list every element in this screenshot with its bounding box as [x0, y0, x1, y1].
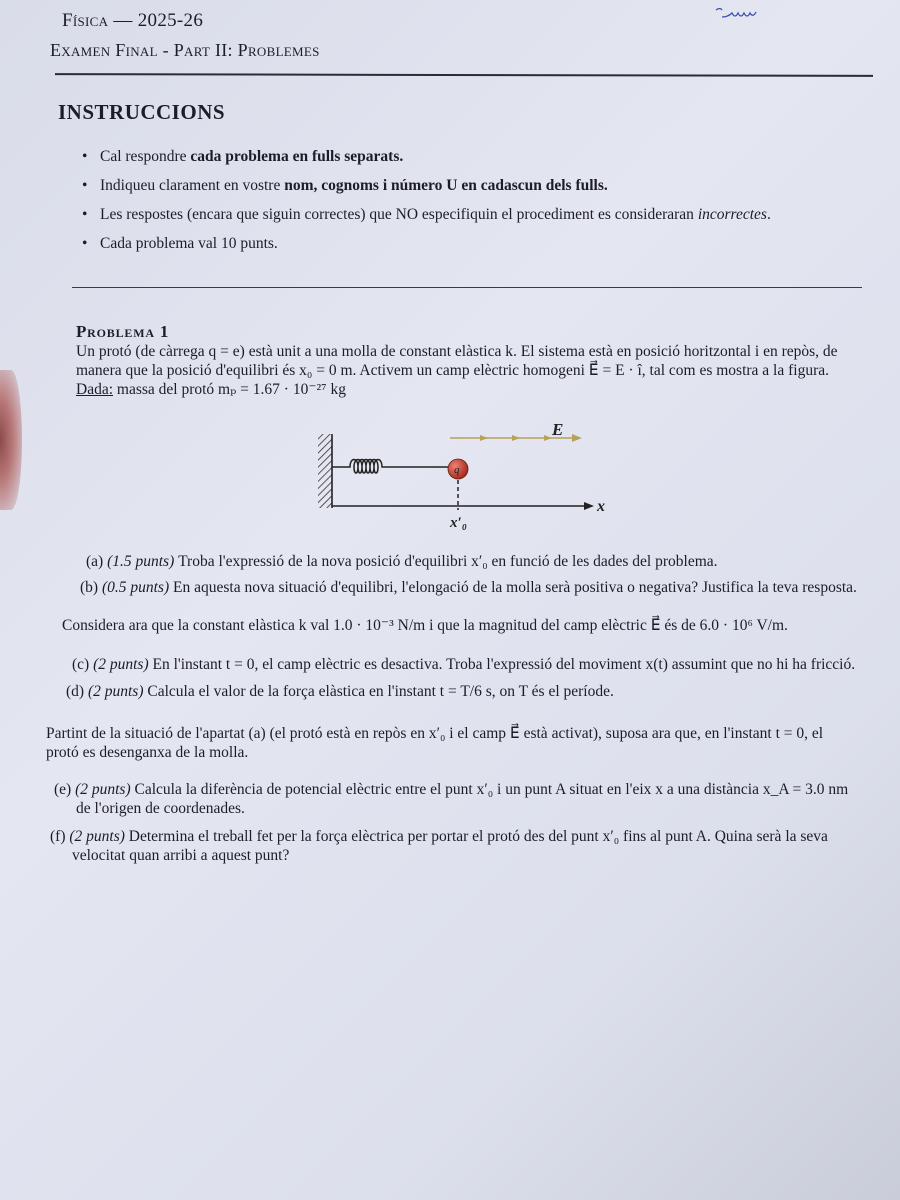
part-points: (2 punts) [69, 828, 125, 845]
handwritten-signature [712, 4, 772, 26]
part-points: (1.5 punts) [107, 553, 175, 570]
instruction-item: • Cada problema val 10 punts. [82, 235, 862, 253]
finger-shadow [0, 370, 22, 510]
partint-line: protó es desenganxa de la molla. [46, 744, 249, 761]
spring [332, 460, 448, 474]
exam-header: Examen Final - Part II: Problemes [50, 40, 320, 60]
charge-label: q [454, 464, 460, 476]
part-points: (2 punts) [75, 781, 131, 798]
part-label: (a) [86, 553, 104, 570]
part-text: Troba l'expressió de la nova posició d'equilibri x′₀ en funció de les dades del problema. [178, 553, 718, 570]
part-text: En l'instant t = 0, el camp elèctric es desactiva. Troba l'expressió del moviment x(t) assumint que no hi ha fricció. [152, 656, 856, 673]
part-f [50, 827, 890, 865]
problem-statement [76, 342, 866, 399]
part-points: (0.5 punts) [101, 579, 170, 596]
given-data-label: Dada: [76, 381, 114, 398]
instructions-title: INSTRUCCIONS [58, 100, 226, 124]
instruction-item: • Les respostes (encara que siguin correctes) que NO especifiquin el procediment es consideraran incorrectes. [82, 206, 862, 224]
part-points: (2 punts) [87, 683, 144, 700]
part-e [54, 780, 884, 818]
part-text: Determina el treball fet per la força elèctrica per portar el protó des del punt x′₀ fins al punt A. Quina serà la seva [128, 828, 828, 845]
field-label: E [552, 420, 564, 439]
part-a [86, 552, 718, 571]
part-c [72, 655, 855, 674]
spring-figure [300, 414, 620, 544]
partint-text [46, 724, 886, 762]
statement-line: Un protó (de càrrega q = e) està unit a una molla de constant elàstica k. El sistema està en posició horitzontal i en repòs, de [76, 343, 838, 360]
header-divider [55, 73, 873, 76]
part-text-cont: velocitat quan arribi a aquest punt? [72, 847, 290, 864]
partint-line: Partint de la situació de l'apartat (a) (el protó està en repòs en x′₀ i el camp E⃗ està activat), suposa ara que, en l'instant t = 0, el [46, 725, 824, 742]
part-text: Calcula la diferència de potencial elèctric entre el punt x′₀ i un punt A situat en l'eix x a una distància x_A = 3.0 nm [134, 781, 849, 798]
part-label: (c) [72, 656, 90, 673]
section-divider [72, 287, 862, 288]
part-label: (b) [80, 579, 99, 596]
part-text: En aquesta nova situació d'equilibri, l'elongació de la molla serà positiva o negativa? Justifica la teva resposta. [173, 579, 857, 596]
position-label: x′₀ [450, 515, 467, 531]
wall [318, 434, 332, 508]
given-data [76, 380, 866, 399]
consider-text: Considera ara que la constant elàstica k val 1.0 · 10⁻³ N/m i que la magnitud del camp elèctric E⃗ és de 6.0 · 10⁶ V/m. [62, 617, 788, 634]
part-label: (d) [66, 683, 85, 700]
part-text-cont: de l'origen de coordenades. [76, 800, 245, 817]
instructions-list [82, 148, 862, 264]
part-label: (e) [54, 781, 72, 798]
given-data-text: massa del protó mₚ = 1.67 · 10⁻²⁷ kg [113, 381, 346, 398]
part-points: (2 punts) [93, 656, 149, 673]
problem-title: Problema 1 [76, 322, 170, 341]
instruction-item: • Cal respondre cada problema en fulls separats. [82, 148, 862, 166]
part-text: Calcula el valor de la força elàstica en l'instant t = T/6 s, on T és el període. [147, 683, 614, 700]
statement-line: manera que la posició d'equilibri és x₀ = 0 m. Activem un camp elèctric homogeni E⃗ = E · î, tal com es mostra a la figura. [76, 362, 829, 379]
instruction-item: • Indiqueu clarament en vostre nom, cognoms i número U en cadascun dels fulls. [82, 177, 862, 195]
axis-label: x [597, 498, 605, 515]
part-label: (f) [50, 828, 66, 845]
part-d [66, 682, 614, 701]
course-header: Física — 2025-26 [62, 10, 204, 31]
part-b [80, 578, 857, 597]
